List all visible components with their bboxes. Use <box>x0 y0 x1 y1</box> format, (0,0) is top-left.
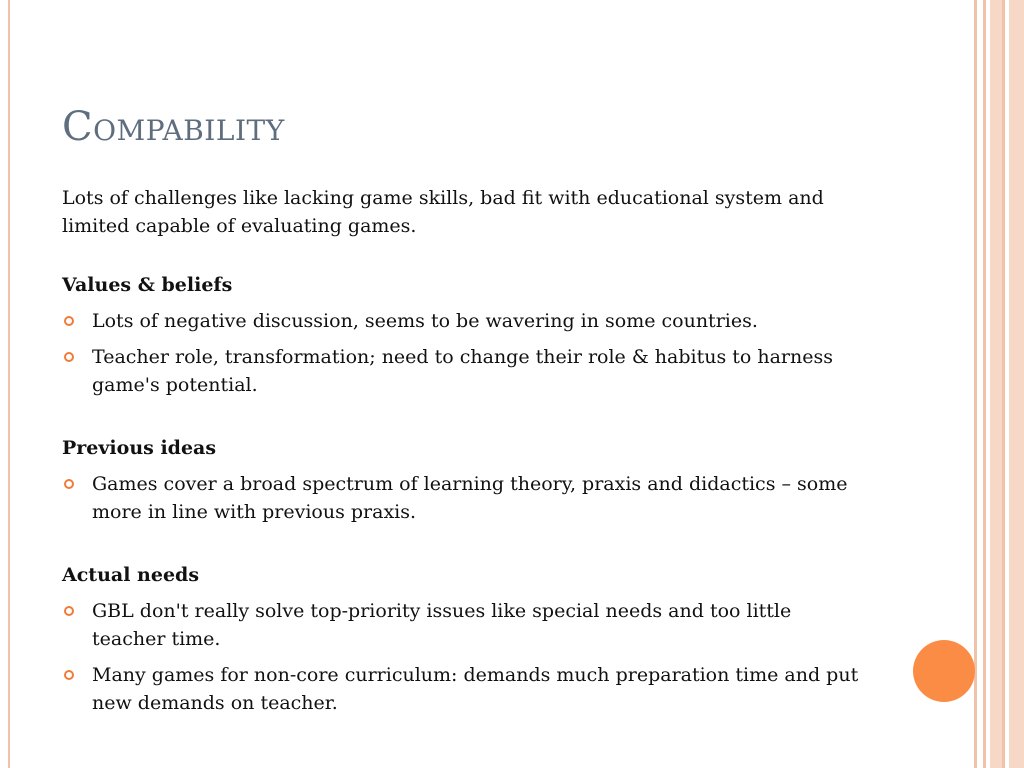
bullet-circle-icon <box>64 316 74 326</box>
slide-title: Compability <box>62 104 285 150</box>
slide-content <box>62 184 862 725</box>
list-item <box>62 470 862 526</box>
bullet-text: Teacher role, transformation; need to change their role & habitus to harness game's potential. <box>92 346 833 396</box>
section-heading-values-beliefs: Values & beliefs <box>62 274 233 296</box>
previous-ideas-list <box>62 470 862 526</box>
bullet-text: Many games for non-core curriculum: demands much preparation time and put new demands on teacher. <box>92 664 859 714</box>
actual-needs-list <box>62 597 862 717</box>
right-decorative-stripes <box>974 0 1024 768</box>
bullet-circle-icon <box>64 479 74 489</box>
bullet-text: Games cover a broad spectrum of learning theory, praxis and didactics – some more in line with previous praxis. <box>92 473 848 523</box>
section-heading-actual-needs: Actual needs <box>62 564 200 586</box>
bullet-circle-icon <box>64 670 74 680</box>
list-item <box>62 597 862 653</box>
bullet-circle-icon <box>64 606 74 616</box>
section-heading-previous-ideas: Previous ideas <box>62 437 217 459</box>
decorative-orange-circle <box>913 640 975 702</box>
list-item <box>62 343 862 399</box>
intro-paragraph: Lots of challenges like lacking game skills, bad fit with educational system and limited capable of evaluating games. <box>62 187 824 237</box>
bullet-text: Lots of negative discussion, seems to be wavering in some countries. <box>92 310 758 332</box>
list-item <box>62 307 862 335</box>
list-item <box>62 661 862 717</box>
bullet-text: GBL don't really solve top-priority issues like special needs and too little teacher time. <box>92 600 792 650</box>
bullet-circle-icon <box>64 352 74 362</box>
values-beliefs-list <box>62 307 862 399</box>
left-border-line <box>8 0 10 768</box>
